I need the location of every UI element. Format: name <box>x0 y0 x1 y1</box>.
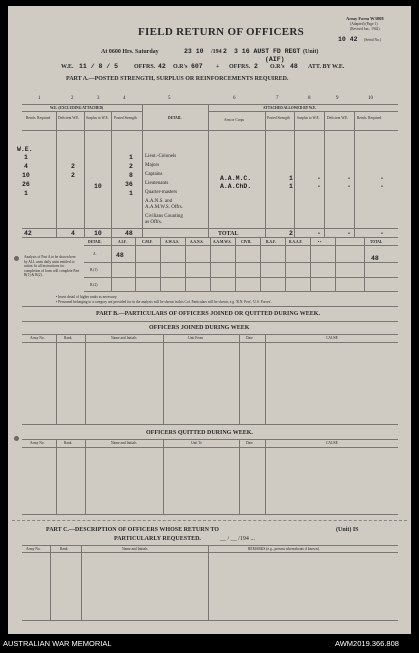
posted-cell: 1 <box>129 154 133 161</box>
form-ref-2: (Adapted) (Page 1) <box>350 22 378 26</box>
table-rule <box>22 552 398 553</box>
rank-label: Quarter-masters <box>145 190 178 195</box>
table-rule <box>84 111 85 237</box>
we-value-cell: 1 <box>24 154 28 161</box>
quitted-header: Rank <box>64 441 72 445</box>
detail-header: DETAIL <box>88 240 102 244</box>
tear-line <box>12 520 407 521</box>
plus-sign: + <box>216 64 220 70</box>
unit-value: 3 16 AUST FD REGT <box>234 48 301 55</box>
rank-label: A.A.N.S. and <box>145 199 173 204</box>
col-header: Surplus to W.E. <box>297 116 320 120</box>
rank-label: Majors <box>145 163 160 168</box>
table-rule <box>84 291 398 292</box>
punch-hole <box>14 436 19 441</box>
table-rule <box>22 342 398 343</box>
offrs2-label: OFFRS. <box>229 64 251 70</box>
offrs-value: 42 <box>158 63 166 70</box>
table-rule <box>84 262 398 263</box>
col-number: 5 <box>168 96 171 101</box>
detail-header: R.A.A.F. <box>289 240 303 244</box>
table-rule <box>22 424 398 425</box>
col-header: Deficient W.E. <box>58 116 80 120</box>
total-cell: 10 <box>94 230 102 237</box>
footer-right: AWM2019.366.808 <box>335 639 399 648</box>
year-label: /194 <box>211 49 222 55</box>
we-value-cell: 1 <box>24 190 28 197</box>
we-label: W.E. <box>61 64 74 70</box>
detail-header: A.I.F. <box>118 240 127 244</box>
detail-row-label: B.(2) <box>90 283 98 287</box>
table-rule <box>84 277 398 278</box>
attached-dash: - <box>380 183 384 190</box>
posted-cell: 8 <box>129 172 133 179</box>
serial-label: (Serial No.) <box>364 38 381 42</box>
posted-cell: 36 <box>125 181 133 188</box>
col-number: 7 <box>276 96 279 101</box>
ors-label: O.R's <box>173 64 188 70</box>
table-rule <box>285 237 286 291</box>
col-header: Deficient W.E. <box>327 116 349 120</box>
table-rule <box>163 439 164 514</box>
posted-cell: 2 <box>129 163 133 170</box>
form-ref-3: (Revised Jan., 1942) <box>350 27 380 31</box>
total-cell: - <box>317 230 321 237</box>
quitted-header: Army No. <box>30 441 45 445</box>
detail-row-label: A. <box>93 252 97 256</box>
part-c-header: Army No. <box>26 547 41 551</box>
col-header: Reinfs. Required <box>26 116 51 120</box>
table-rule <box>81 545 82 620</box>
ors2-label: O.R's <box>270 64 285 70</box>
col-header: Arm or Corps <box>224 118 244 122</box>
ors-value: 607 <box>191 63 203 70</box>
att-label: ATT. BY W.E. <box>308 64 345 70</box>
joined-header: CAUSE <box>326 336 338 340</box>
attached-dash: - <box>347 183 351 190</box>
col-header: Posted Strength <box>114 116 137 120</box>
rank-label: A.A.M.W.S. Offrs. <box>145 205 183 210</box>
col-number: 8 <box>308 96 311 101</box>
table-rule <box>208 545 209 620</box>
rank-label: Lieutenants <box>145 181 169 186</box>
table-rule <box>294 111 295 237</box>
rank-label: as Offrs. <box>145 220 163 225</box>
detail-header: TOTAL <box>370 240 383 244</box>
table-rule <box>56 111 57 237</box>
table-rule <box>185 237 186 291</box>
detail-row-label: B.(1) <box>90 268 98 272</box>
table-rule <box>239 334 240 424</box>
part-c-requested: PARTICULARLY REQUESTED. <box>114 536 201 542</box>
date-value: 23 10 <box>184 48 204 55</box>
col-number: 2 <box>71 96 74 101</box>
we-value-cell: 4 <box>24 163 28 170</box>
punch-hole <box>14 256 19 261</box>
we-value-cell: 26 <box>22 181 30 188</box>
deficient-cell: 2 <box>71 172 75 179</box>
rank-label: Captains <box>145 172 163 177</box>
table-rule <box>56 334 57 424</box>
table-rule <box>111 111 112 237</box>
detail-aif-value: 48 <box>116 252 124 259</box>
attached-unit: A.A.ChD. <box>220 183 252 190</box>
table-rule <box>22 545 398 546</box>
we-tag: W.E. <box>17 146 33 153</box>
table-rule <box>364 237 365 291</box>
part-c-header: Name and Initials <box>122 547 148 551</box>
col-header: Surplus to W.E. <box>86 116 109 120</box>
part-b-heading: PART B.—PARTICULARS OF OFFICERS JOINED OR QUITTED DURING WEEK. <box>96 311 320 317</box>
deficient-cell: 2 <box>71 163 75 170</box>
attached-posted: 1 <box>289 175 293 182</box>
part-c-heading: PART C.—DESCRIPTION OF OFFICERS WHOSE RETURN TO <box>46 527 219 533</box>
table-rule <box>260 237 261 291</box>
offrs2-value: 2 <box>254 63 258 70</box>
detail-header: A.A.N.S. <box>190 240 204 244</box>
detail-header: A.A.M.W.S. <box>213 240 232 244</box>
offrs-label: OFFRS. <box>134 64 156 70</box>
part-c-header: Rank <box>60 547 68 551</box>
col-header: Reinfs. Required <box>357 116 382 120</box>
table-rule <box>22 111 142 112</box>
total-cell: 42 <box>24 230 32 237</box>
quitted-header: Unit To <box>191 441 202 445</box>
rank-label: Lieut.-Colonels <box>145 154 177 159</box>
we-value-cell: 10 <box>22 172 30 179</box>
table-rule <box>50 545 51 620</box>
attached-unit: A.A.M.C. <box>220 175 252 182</box>
detail-total-value: 48 <box>371 255 379 262</box>
part-c-header: REMARKS (e.g., present whereabouts if known). <box>248 547 320 551</box>
table-rule <box>208 111 398 112</box>
table-rule <box>22 439 398 440</box>
table-rule <box>111 237 112 291</box>
table-rule <box>22 334 398 335</box>
table-rule <box>142 104 143 237</box>
quitted-header: Name and Initials <box>111 441 137 445</box>
table-rule <box>265 111 266 237</box>
joined-header: Army No. <box>30 336 45 340</box>
section-rule <box>22 321 398 322</box>
table-rule <box>208 104 209 237</box>
aif-value: (AIF) <box>265 56 285 63</box>
table-rule <box>85 439 86 514</box>
footer-bar <box>0 634 419 653</box>
year-digit: 2 <box>223 48 227 55</box>
col-header: DETAIL <box>168 116 182 120</box>
table-rule <box>239 439 240 514</box>
detail-header: • • <box>318 240 322 244</box>
posted-cell: 1 <box>129 190 133 197</box>
table-rule <box>22 130 398 131</box>
page-title: FIELD RETURN OF OFFICERS <box>138 26 305 38</box>
at-label: At 0600 Hrs. Saturday <box>101 49 159 55</box>
joined-header: Unit From <box>188 336 204 340</box>
table-rule <box>84 245 398 246</box>
part-c-unit: (Unit) IS <box>336 527 359 533</box>
col-number: 9 <box>336 96 339 101</box>
attached-dash: - <box>317 175 321 182</box>
serial-number: 10 42 <box>338 36 358 43</box>
joined-header: Date <box>246 336 253 340</box>
table-rule <box>22 620 398 621</box>
attached-dash: - <box>347 175 351 182</box>
rank-label: Civilians Counting <box>145 214 183 219</box>
col-number: 6 <box>233 96 236 101</box>
joined-header: Name and Initials <box>111 336 137 340</box>
table-rule <box>265 334 266 424</box>
detail-header: A.W.A.S. <box>165 240 180 244</box>
unit-label: (Unit) <box>303 49 319 55</box>
detail-header: R.A.F. <box>266 240 276 244</box>
total-cell: 4 <box>71 230 75 237</box>
table-rule <box>235 237 236 291</box>
quitted-header: Date <box>246 441 253 445</box>
detail-header: C.M.F. <box>142 240 153 244</box>
col-number: 3 <box>97 96 100 101</box>
table-rule <box>56 439 57 514</box>
col-number: 1 <box>38 96 41 101</box>
table-rule <box>354 111 355 237</box>
col-number: 4 <box>123 96 126 101</box>
table-rule <box>324 111 325 237</box>
total-cell: - <box>380 230 384 237</box>
table-rule <box>135 237 136 291</box>
section-rule <box>22 306 398 307</box>
table-rule <box>335 237 336 291</box>
joined-title: OFFICERS JOINED DURING WEEK <box>149 325 250 331</box>
table-rule <box>22 104 398 105</box>
detail-header: CIVIL <box>241 240 252 244</box>
attached-dash: - <box>317 183 321 190</box>
surplus-cell: 10 <box>94 183 102 190</box>
form-ref-1: Army Form W3008 <box>346 16 384 21</box>
total-cell: - <box>347 230 351 237</box>
table-rule <box>163 334 164 424</box>
col-number: 10 <box>368 96 373 101</box>
joined-header: Rank <box>64 336 72 340</box>
att-allowed-header: ATTACHED ALLOWED BY W.E. <box>263 106 317 110</box>
quitted-header: CAUSE <box>326 441 338 445</box>
table-rule <box>85 334 86 424</box>
attached-posted: 1 <box>289 183 293 190</box>
col-header: Posted Strength <box>267 116 290 120</box>
quitted-title: OFFICERS QUITTED DURING WEEK. <box>146 430 253 436</box>
ors2-value: 48 <box>290 63 298 70</box>
analysis-note: Analysis of Part A to be shown here by ALL units daily units entitled to ration. In all instructions for completion of form will complete Part B(1) & B(2). <box>24 255 80 278</box>
total-cell: 2 <box>289 230 293 237</box>
table-rule <box>265 439 266 514</box>
part-c-date: __ / __ /194 ... <box>220 536 255 542</box>
footnote: • Insert detail of higher ranks as necessary. <box>56 295 118 299</box>
footer-left: AUSTRALIAN WAR MEMORIAL <box>3 639 112 648</box>
total-label: TOTAL <box>218 231 239 237</box>
total-cell: 48 <box>125 230 133 237</box>
table-rule <box>22 228 398 229</box>
table-rule <box>210 237 211 291</box>
table-rule <box>160 237 161 291</box>
part-a-heading: PART A.—POSTED STRENGTH, SURPLUS OR REINFORCEMENTS REQUIRED. <box>66 76 289 82</box>
table-rule <box>22 514 398 515</box>
form-page <box>8 6 411 634</box>
table-rule <box>310 237 311 291</box>
attached-dash: - <box>380 175 384 182</box>
table-rule <box>22 447 398 448</box>
footnote: • Personnel belonging to a category not provided for in the analysis will be shown in this Col. Particulars will be shown, e.g. 'R.N. Pers', 'U.S. Forces'. <box>56 300 272 304</box>
we-excl-header: W.E. (EXCLUDING ATTACHED) <box>50 106 104 110</box>
we-value: 11 / 8 / 5 <box>79 63 119 70</box>
